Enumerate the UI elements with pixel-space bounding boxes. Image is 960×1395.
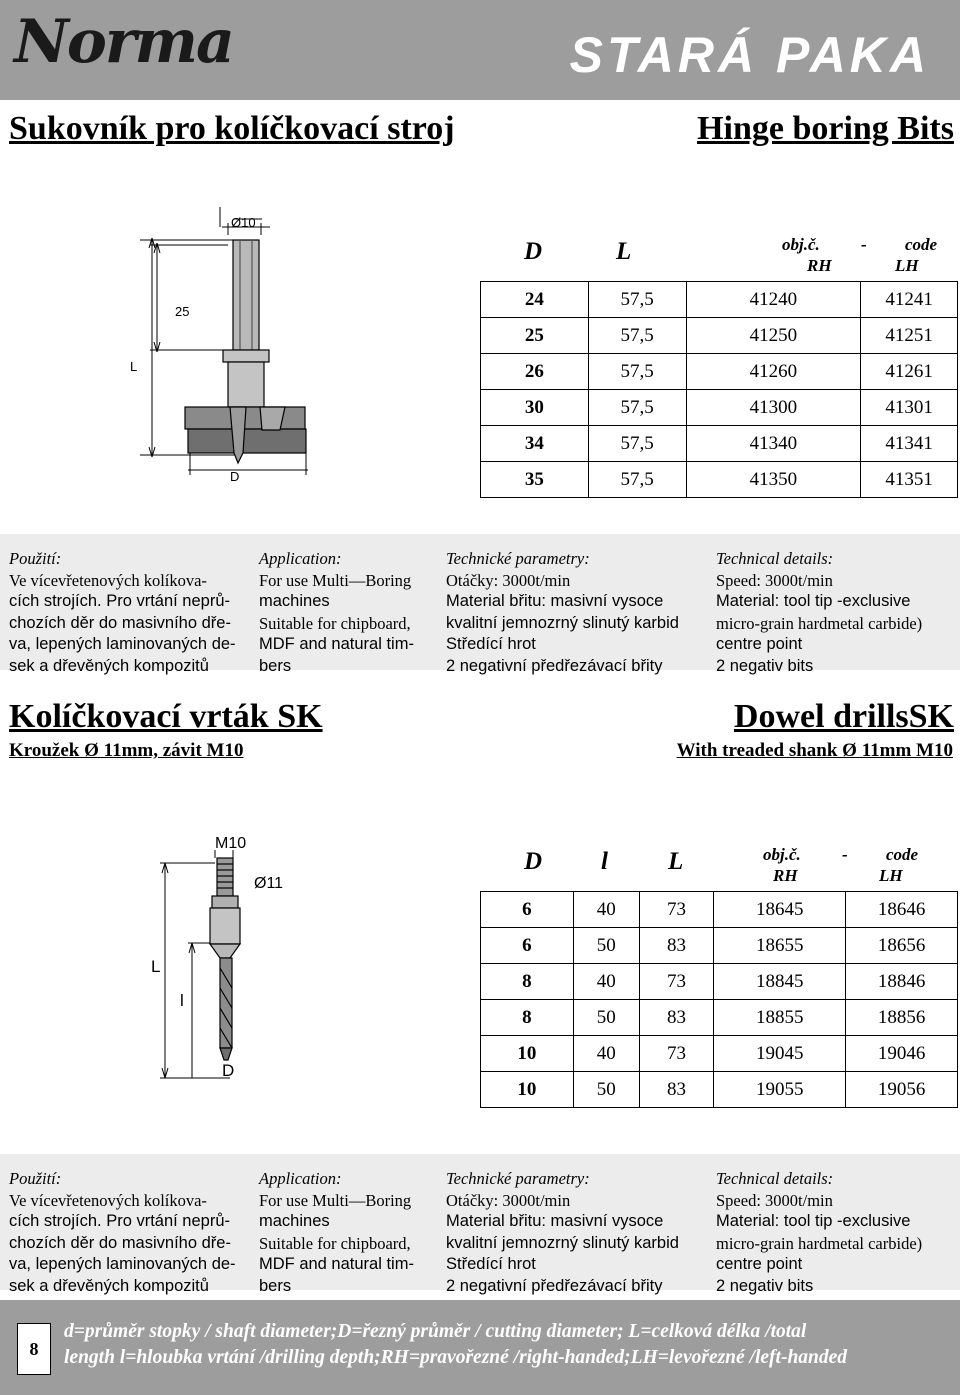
table-row [481, 1000, 958, 1036]
table-cell: 10 [481, 1036, 574, 1072]
table1-header-d: D [524, 238, 543, 265]
info-line: Ve vícevřetenových kolíkova- [9, 1190, 207, 1210]
table-cell: 57,5 [588, 318, 686, 354]
table-cell: 41251 [861, 318, 958, 354]
table-row [481, 390, 958, 426]
legend-line: length l=hloubka vrtání /drilling depth;RH=pravořezné /right-handed;LH=levořezné /left-handed [64, 1347, 848, 1368]
table-cell: 41350 [686, 462, 861, 498]
info-use-cz [9, 1168, 236, 1297]
table-cell: 18846 [846, 964, 958, 1000]
norma-logo: Norma [14, 7, 233, 77]
table-cell: 19055 [714, 1072, 846, 1108]
table1-header-dash: - [861, 235, 867, 254]
table-row [481, 282, 958, 318]
info-line: Ve vícevřetenových kolíkova- [9, 570, 207, 590]
page-number: 8 [17, 1323, 51, 1375]
table-cell: 8 [481, 1000, 574, 1036]
table2-header-lh: LH [879, 866, 903, 885]
table-row [481, 964, 958, 1000]
table1 [480, 281, 958, 498]
info-use-cz [9, 548, 236, 677]
table-cell: 18856 [846, 1000, 958, 1036]
brand-title: STARÁ PAKA [569, 27, 930, 83]
table-cell: 40 [573, 964, 639, 1000]
table-cell: 57,5 [588, 462, 686, 498]
info-line: micro-grain hardmetal carbide) [716, 613, 923, 633]
info-heading: Technical details: [716, 1169, 834, 1188]
table-cell: 41351 [861, 462, 958, 498]
info-line: machines [259, 592, 330, 610]
table-cell: 83 [639, 1000, 714, 1036]
table-cell: 35 [481, 462, 589, 498]
table1-header-code: code [905, 235, 938, 254]
table-cell: 10 [481, 1072, 574, 1108]
table-row [481, 892, 958, 928]
table2-header-dash: - [842, 845, 848, 864]
table-cell: 41261 [861, 354, 958, 390]
table-cell: 8 [481, 964, 574, 1000]
table-cell: 57,5 [588, 426, 686, 462]
info-line: chozích děr do masivního dře- [9, 613, 231, 632]
info-line: MDF and natural tim- [259, 1255, 414, 1273]
table-cell: 19045 [714, 1036, 846, 1072]
table2-header-small-l: l [601, 848, 608, 875]
info-line: sek a dřevěných kompozitů [9, 1276, 209, 1295]
info-line: centre point [716, 1255, 803, 1273]
info-heading: Application: [259, 1169, 342, 1188]
hinge-bit-body [185, 240, 306, 463]
dowel-drill-body [210, 858, 240, 1060]
info-line: machines [259, 1212, 330, 1230]
info-line: cích strojích. Pro vrtání neprů- [9, 592, 231, 610]
info-line: kvalitní jemnozrný slinutý karbid [446, 613, 679, 632]
table-cell: 41300 [686, 390, 861, 426]
info-tech-cz [446, 548, 679, 677]
info-heading: Technické parametry: [446, 549, 590, 568]
table2-header [480, 842, 958, 890]
table-cell: 83 [639, 1072, 714, 1108]
info-line: For use Multi—Boring [259, 570, 412, 590]
info-line: kvalitní jemnozrný slinutý karbid [446, 1233, 679, 1252]
label-length: L [130, 359, 138, 374]
table-cell: 19046 [846, 1036, 958, 1072]
legend [64, 1319, 954, 1371]
table-cell: 18655 [714, 928, 846, 964]
table-cell: 34 [481, 426, 589, 462]
table-cell: 24 [481, 282, 589, 318]
info-line: sek a dřevěných kompozitů [9, 656, 209, 675]
table2-header-l: L [668, 848, 684, 875]
table-cell: 41241 [861, 282, 958, 318]
table-cell: 18845 [714, 964, 846, 1000]
info-heading: Technical details: [716, 549, 834, 568]
info-line: Středící hrot [446, 1255, 536, 1273]
info-tech-en [716, 548, 922, 677]
table-cell: 57,5 [588, 390, 686, 426]
table-cell: 41340 [686, 426, 861, 462]
table2-header-obj: obj.č. [763, 845, 801, 864]
info-line: Material břitu: masivní vysoce [446, 592, 664, 610]
info-heading: Použití: [9, 549, 62, 568]
hinge-bit-drawing [110, 205, 330, 495]
info-line: va, lepených laminovaných de- [9, 1255, 236, 1273]
info-line: Suitable for chipboard, [259, 1233, 411, 1253]
table-cell: 41240 [686, 282, 861, 318]
table-cell: 18855 [714, 1000, 846, 1036]
table-cell: 41301 [861, 390, 958, 426]
label-diameter: D [222, 1061, 235, 1080]
label-length: L [151, 957, 161, 976]
info-heading: Technické parametry: [446, 1169, 590, 1188]
info-line: Material: tool tip -exclusive [716, 592, 911, 610]
info-line: For use Multi—Boring [259, 1190, 412, 1210]
legend-line: d=průměr stopky / shaft diameter;D=řezný průměr / cutting diameter; L=celková délka /total [64, 1321, 807, 1342]
info-block-1 [0, 534, 960, 675]
section2-subtitle-cz: Kroužek Ø 11mm, závit M10 [9, 740, 244, 761]
table1-header [480, 232, 958, 280]
info-line: MDF and natural tim- [259, 635, 414, 653]
table-row [481, 318, 958, 354]
section2-title-cz: Kolíčkovací vrták SK [9, 698, 323, 735]
info-line: Otáčky: 3000t/min [446, 1190, 571, 1210]
table-cell: 40 [573, 892, 639, 928]
info-use-en [259, 548, 414, 677]
table1-header-rh: RH [807, 256, 832, 275]
info-line: va, lepených laminovaných de- [9, 635, 236, 653]
table-cell: 6 [481, 928, 574, 964]
info-line: chozích děr do masivního dře- [9, 1233, 231, 1252]
table2-header-code: code [886, 845, 919, 864]
table-row [481, 426, 958, 462]
info-line: Suitable for chipboard, [259, 613, 411, 633]
table-cell: 50 [573, 928, 639, 964]
info-use-en [259, 1168, 414, 1297]
dowel-drill-drawing [140, 828, 300, 1088]
table-cell: 40 [573, 1036, 639, 1072]
info-tech-cz [446, 1168, 679, 1297]
table-cell: 50 [573, 1072, 639, 1108]
info-line: 2 negativní předřezávací břity [446, 656, 663, 675]
section1-title-cz: Sukovník pro kolíčkovací stroj [9, 110, 455, 147]
info-heading: Application: [259, 549, 342, 568]
label-depth: l [180, 991, 184, 1010]
table-cell: 83 [639, 928, 714, 964]
table-cell: 6 [481, 892, 574, 928]
table-cell: 18646 [846, 892, 958, 928]
table-cell: 30 [481, 390, 589, 426]
info-line: bers [259, 1276, 292, 1295]
label-depth: 25 [175, 304, 190, 319]
info-line: micro-grain hardmetal carbide) [716, 1233, 923, 1253]
table-cell: 57,5 [588, 354, 686, 390]
info-line: 2 negativ bits [716, 1276, 814, 1295]
info-line: 2 negativ bits [716, 656, 814, 675]
info-line: Středící hrot [446, 635, 536, 653]
info-line: 2 negativní předřezávací břity [446, 1276, 663, 1295]
table2 [480, 891, 958, 1108]
table-row [481, 354, 958, 390]
label-thread: M10 [215, 835, 247, 852]
label-ring: Ø11 [254, 875, 284, 892]
section2-subtitle-en: With treaded shank Ø 11mm M10 [676, 740, 953, 761]
table-cell: 73 [639, 964, 714, 1000]
table-cell: 18656 [846, 928, 958, 964]
info-line: Material: tool tip -exclusive [716, 1212, 911, 1230]
label-top-diameter: Ø10 [231, 215, 256, 230]
info-heading: Použití: [9, 1169, 62, 1188]
table-cell: 41260 [686, 354, 861, 390]
table-cell: 57,5 [588, 282, 686, 318]
table2-header-rh: RH [773, 866, 798, 885]
table-row [481, 462, 958, 498]
info-line: Material břitu: masivní vysoce [446, 1212, 664, 1230]
table-cell: 41250 [686, 318, 861, 354]
table-row [481, 928, 958, 964]
info-line: centre point [716, 635, 803, 653]
table-row [481, 1072, 958, 1108]
section2-title-en: Dowel drillsSK [733, 698, 954, 735]
info-tech-en [716, 1168, 922, 1297]
table-cell: 41341 [861, 426, 958, 462]
info-block-2 [0, 1154, 960, 1295]
table-cell: 18645 [714, 892, 846, 928]
info-line: Speed: 3000t/min [716, 570, 833, 590]
table-cell: 50 [573, 1000, 639, 1036]
table-cell: 73 [639, 892, 714, 928]
table-row [481, 1036, 958, 1072]
section1-title-en: Hinge boring Bits [697, 110, 954, 147]
table-cell: 26 [481, 354, 589, 390]
table1-header-obj: obj.č. [782, 235, 820, 254]
info-line: bers [259, 656, 292, 675]
info-line: cích strojích. Pro vrtání neprů- [9, 1212, 231, 1230]
table2-header-d: D [524, 848, 543, 875]
table1-header-l: L [616, 238, 632, 265]
table-cell: 25 [481, 318, 589, 354]
info-line: Otáčky: 3000t/min [446, 570, 571, 590]
info-line: Speed: 3000t/min [716, 1190, 833, 1210]
label-diameter: D [230, 469, 240, 484]
table-cell: 73 [639, 1036, 714, 1072]
table-cell: 19056 [846, 1072, 958, 1108]
table1-header-lh: LH [895, 256, 919, 275]
